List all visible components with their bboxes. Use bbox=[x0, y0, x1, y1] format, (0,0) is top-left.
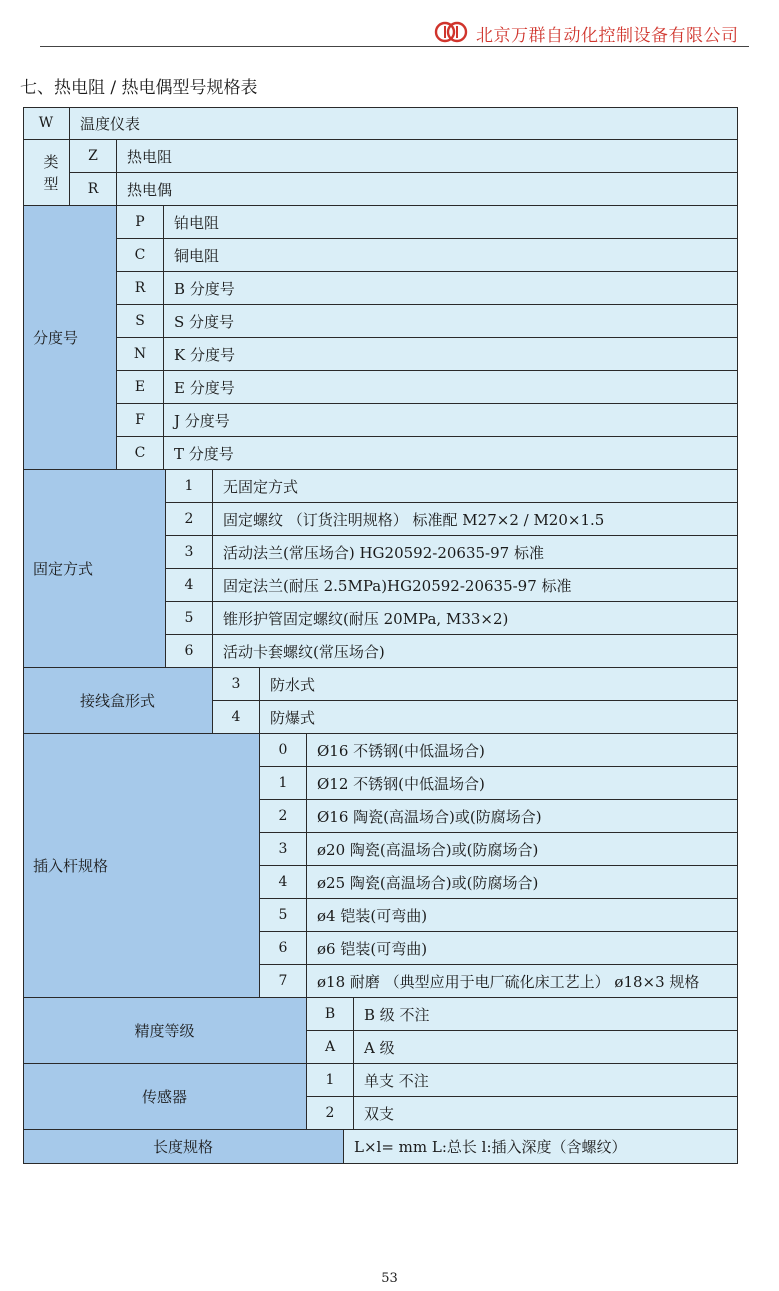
insertion-rod-description-cell: Ø16 不锈钢(中低温场合) bbox=[307, 734, 738, 767]
junction-box-code-cell: 4 bbox=[213, 701, 260, 734]
graduation-code-cell: R bbox=[117, 272, 164, 305]
graduation-code-cell: F bbox=[117, 404, 164, 437]
mounting-description-cell: 固定法兰(耐压 2.5MPa)HG20592-20635-97 标准 bbox=[213, 569, 738, 602]
mounting-code-cell: 1 bbox=[166, 470, 213, 503]
company-name: 北京万群自动化控制设备有限公司 bbox=[476, 26, 739, 46]
mounting-code-cell: 2 bbox=[166, 503, 213, 536]
mounting-description-cell: 固定螺纹 （订货注明规格） 标准配 M27×2 / M20×1.5 bbox=[213, 503, 738, 536]
company-logo-icon bbox=[434, 20, 468, 44]
accuracy-label: 精度等级 bbox=[23, 998, 307, 1064]
insertion-rod-description-cell: ø4 铠装(可弯曲) bbox=[307, 899, 738, 932]
accuracy-code-cell: B bbox=[307, 998, 354, 1031]
insertion-rod-code-cell: 1 bbox=[260, 767, 307, 800]
mounting-description-cell: 锥形护管固定螺纹(耐压 20MPa, M33×2) bbox=[213, 602, 738, 635]
type-code-cell: Z bbox=[70, 140, 117, 173]
graduation-description-cell: 铜电阻 bbox=[164, 239, 738, 272]
graduation-code-cell: N bbox=[117, 338, 164, 371]
junction-box-code-cell: 3 bbox=[213, 668, 260, 701]
mounting-label: 固定方式 bbox=[23, 470, 166, 668]
type-label-char: 型 bbox=[43, 174, 59, 193]
insertion-rod-description-cell: ø6 铠装(可弯曲) bbox=[307, 932, 738, 965]
graduation-description-cell: S 分度号 bbox=[164, 305, 738, 338]
insertion-rod-description-cell: ø20 陶瓷(高温场合)或(防腐场合) bbox=[307, 833, 738, 866]
length-description-cell: L×l= mm L:总长 l:插入深度（含螺纹） bbox=[344, 1130, 738, 1164]
type-label bbox=[23, 140, 70, 206]
length-label: 长度规格 bbox=[23, 1130, 344, 1164]
type-label-char: 类 bbox=[43, 152, 59, 171]
mounting-code-cell: 6 bbox=[166, 635, 213, 668]
insertion-rod-code-cell: 7 bbox=[260, 965, 307, 998]
graduation-code-cell: C bbox=[117, 239, 164, 272]
insertion-rod-code-cell: 4 bbox=[260, 866, 307, 899]
insertion-rod-code-cell: 6 bbox=[260, 932, 307, 965]
junction-box-description-cell: 防爆式 bbox=[260, 701, 738, 734]
insertion-rod-description-cell: ø18 耐磨 （典型应用于电厂硫化床工艺上） ø18×3 规格 bbox=[307, 965, 738, 998]
graduation-code-cell: E bbox=[117, 371, 164, 404]
sensor-code-cell: 2 bbox=[307, 1097, 354, 1130]
insertion-rod-code-cell: 3 bbox=[260, 833, 307, 866]
accuracy-code-cell: A bbox=[307, 1031, 354, 1064]
accuracy-description-cell: A 级 bbox=[354, 1031, 738, 1064]
sensor-description-cell: 单支 不注 bbox=[354, 1064, 738, 1097]
mounting-description-cell: 无固定方式 bbox=[213, 470, 738, 503]
model-spec-table bbox=[23, 107, 738, 1164]
insertion-rod-description-cell: ø25 陶瓷(高温场合)或(防腐场合) bbox=[307, 866, 738, 899]
section-title: 七、热电阻 / 热电偶型号规格表 bbox=[20, 78, 258, 98]
junction-box-description-cell: 防水式 bbox=[260, 668, 738, 701]
insertion-rod-code-cell: 0 bbox=[260, 734, 307, 767]
graduation-description-cell: 铂电阻 bbox=[164, 206, 738, 239]
graduation-code-cell: S bbox=[117, 305, 164, 338]
type-description-cell: 热电偶 bbox=[117, 173, 738, 206]
sensor-description-cell: 双支 bbox=[354, 1097, 738, 1130]
w-description-cell: 温度仪表 bbox=[70, 107, 738, 140]
mounting-description-cell: 活动法兰(常压场合) HG20592-20635-97 标准 bbox=[213, 536, 738, 569]
graduation-description-cell: T 分度号 bbox=[164, 437, 738, 470]
sensor-label: 传感器 bbox=[23, 1064, 307, 1130]
graduation-description-cell: E 分度号 bbox=[164, 371, 738, 404]
mounting-code-cell: 5 bbox=[166, 602, 213, 635]
insertion-rod-code-cell: 2 bbox=[260, 800, 307, 833]
insertion-rod-description-cell: Ø12 不锈钢(中低温场合) bbox=[307, 767, 738, 800]
graduation-description-cell: J 分度号 bbox=[164, 404, 738, 437]
graduation-code-cell: P bbox=[117, 206, 164, 239]
mounting-code-cell: 4 bbox=[166, 569, 213, 602]
w-code-cell: W bbox=[23, 107, 70, 140]
mounting-code-cell: 3 bbox=[166, 536, 213, 569]
accuracy-description-cell: B 级 不注 bbox=[354, 998, 738, 1031]
mounting-description-cell: 活动卡套螺纹(常压场合) bbox=[213, 635, 738, 668]
graduation-label: 分度号 bbox=[23, 206, 117, 470]
page-number: 53 bbox=[381, 1271, 398, 1286]
type-description-cell: 热电阻 bbox=[117, 140, 738, 173]
insertion-rod-code-cell: 5 bbox=[260, 899, 307, 932]
type-code-cell: R bbox=[70, 173, 117, 206]
header-divider bbox=[40, 46, 749, 47]
junction-box-label: 接线盒形式 bbox=[23, 668, 213, 734]
insertion-rod-label: 插入杆规格 bbox=[23, 734, 260, 998]
sensor-code-cell: 1 bbox=[307, 1064, 354, 1097]
insertion-rod-description-cell: Ø16 陶瓷(高温场合)或(防腐场合) bbox=[307, 800, 738, 833]
page-header bbox=[40, 18, 749, 48]
graduation-description-cell: K 分度号 bbox=[164, 338, 738, 371]
graduation-code-cell: C bbox=[117, 437, 164, 470]
graduation-description-cell: B 分度号 bbox=[164, 272, 738, 305]
